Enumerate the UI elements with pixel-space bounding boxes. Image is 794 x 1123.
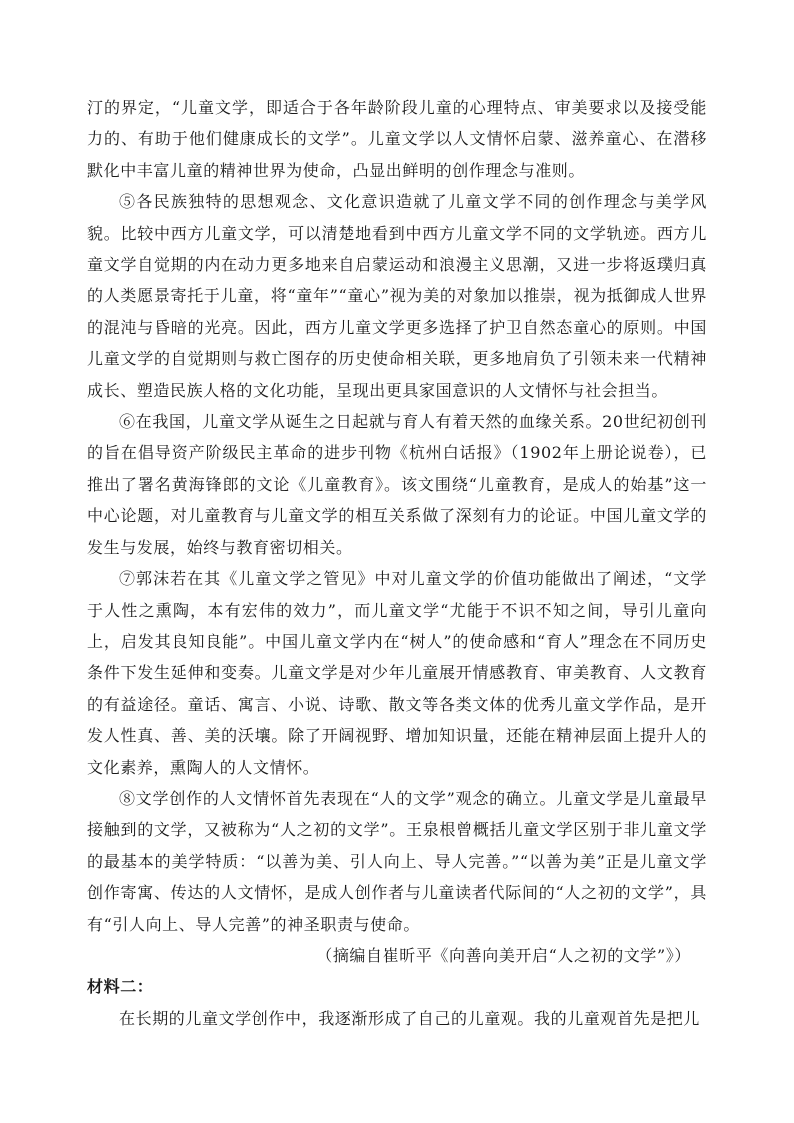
paragraph-6: ⑥在我国，儿童文学从诞生之日起就与育人有着天然的血缘关系。20世纪初创刊的旨在倡导资产阶级民主革命的进步刊物《杭州白话报》（1902年上册论说卷），已推出了署名黄海锋郎的文论《儿童教育》。该文围绕“儿童教育，是成人的始基”这一中心论题，对儿童教育与儿童文学的相互关系做了深刻有力的论证。中国儿童文学的发生与发展，始终与教育密切相关。	[87, 412, 707, 557]
article-body	[87, 92, 707, 1034]
material-2-paragraph-1: 在长期的儿童文学创作中，我逐渐形成了自己的儿童观。我的儿童观首先是把儿	[119, 1008, 701, 1028]
paragraph-8: ⑧文学创作的人文情怀首先表现在“人的文学”观念的确立。儿童文学是儿童最早接触到的文学，又被称为“人之初的文学”。王泉根曾概括儿童文学区别于非儿童文学的最基本的美学特质：“以善为美、引人向上、导人完善。”“以善为美”正是儿童文学创作寄寓、传达的人文情怀，是成人创作者与儿童读者代际间的“人之初的文学”，具有“引人向上、导人完善”的神圣职责与使命。	[87, 788, 707, 934]
paragraph-7: ⑦郭沫若在其《儿童文学之管见》中对儿童文学的价值功能做出了阐述，“文学于人性之熏陶，本有宏伟的效力”，而儿童文学“尤能于不识不知之间，导引儿童向上，启发其良知良能”。中国儿童文学内在“树人”的使命感和“育人”理念在不同历史条件下发生延伸和变奏。儿童文学是对少年儿童展开情感教育、审美教育、人文教育的有益途径。童话、寓言、小说、诗歌、散文等各类文体的优秀儿童文学作品，是开发人性真、善、美的沃壤。除了开阔视野、增加知识量，还能在精神层面上提升人的文化素养，熏陶人的人文情怀。	[87, 569, 707, 777]
source-citation: （摘编自崔昕平《向善向美开启“人之初的文学”》）	[316, 945, 691, 965]
paragraph-5: ⑤各民族独特的思想观念、文化意识造就了儿童文学不同的创作理念与美学风貌。比较中西方儿童文学，可以清楚地看到中西方儿童文学不同的文学轨迹。西方儿童文学自觉期的内在动力更多地来自启蒙运动和浪漫主义思潮，又进一步将返璞归真的人类愿景寄托于儿童，将“童年”“童心”视为美的对象加以推崇，视为抵御成人世界的混沌与昏暗的光亮。因此，西方儿童文学更多选择了护卫自然态童心的原则。中国儿童文学的自觉期则与救亡图存的历史使命相关联，更多地肩负了引领未来一代精神成长、塑造民族人格的文化功能，呈现出更具家国意识的人文情怀与社会担当。	[87, 192, 707, 400]
section-title-material-2: 材料二：	[87, 977, 154, 997]
paragraph-4-continued: 汀的界定，“儿童文学，即适合于各年龄阶段儿童的心理特点、审美要求以及接受能力的、有助于他们健康成长的文学”。儿童文学以人文情怀启蒙、滋养童心、在潜移默化中丰富儿童的精神世界为使命，凸显出鲜明的创作理念与准则。	[87, 98, 707, 180]
